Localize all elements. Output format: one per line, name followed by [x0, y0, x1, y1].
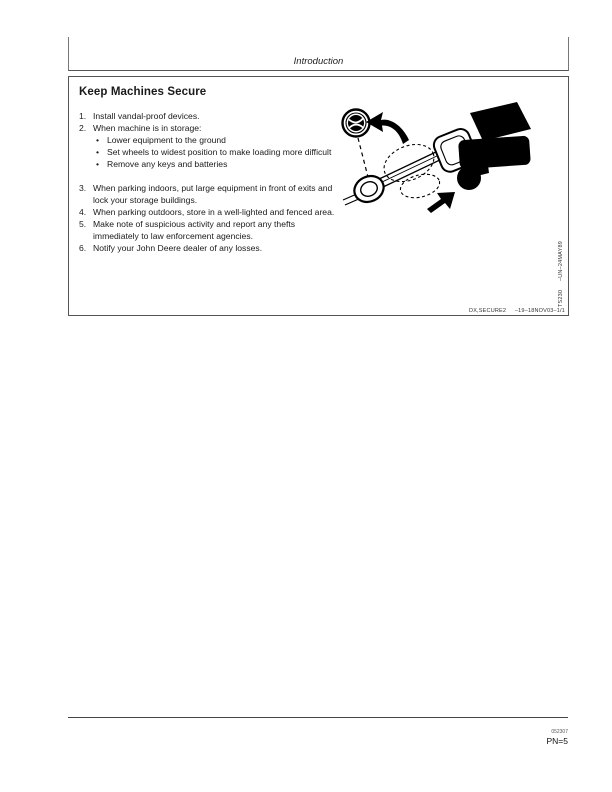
list-item-text: When parking outdoors, store in a well-lighted and fenced area.: [93, 207, 335, 217]
list-item: [79, 206, 335, 218]
bullet-text: Set wheels to widest position to make loading more difficult: [107, 147, 332, 157]
key-removal-illustration: [337, 99, 554, 231]
figure-id-label: [558, 241, 564, 307]
bullet-marker: •: [96, 135, 100, 145]
list-item-text: Install vandal-proof devices.: [93, 111, 200, 121]
list-item-text: Make note of suspicious activity and report any thefts immediately to law enforcement agencies.: [93, 219, 296, 241]
caption-id: DX,SECURE2: [469, 308, 507, 314]
bullet-item: [79, 146, 335, 158]
list-item-text: Notify your John Deere dealer of any losses.: [93, 243, 263, 253]
bullet-marker: •: [96, 159, 100, 169]
list-item: [79, 242, 335, 254]
hand-silhouette: [457, 102, 531, 190]
figure-ref: –UN–24MAY89: [558, 241, 564, 282]
list-item: [79, 218, 335, 242]
list-item-number: 4.: [79, 207, 87, 217]
list-item-number: 1.: [79, 111, 87, 121]
bullet-text: Lower equipment to the ground: [107, 135, 226, 145]
list-item-text: When parking indoors, put large equipment in front of exits and lock your storage buildings.: [93, 183, 333, 205]
list-item: [79, 182, 335, 206]
page-number: PN=5: [546, 736, 568, 746]
figure-id: TS230: [558, 289, 564, 307]
caption-ref: –19–18NOV03–1/1: [514, 308, 565, 314]
bullet-item: [79, 158, 335, 170]
list-item: [79, 122, 335, 134]
page-footer: [547, 729, 569, 746]
footer-rule: [68, 717, 568, 718]
section-box: [68, 76, 569, 316]
dashed-leader-line: [358, 138, 368, 177]
list-item-number: 2.: [79, 123, 87, 133]
list-item-number: 6.: [79, 243, 87, 253]
bullet-text: Remove any keys and batteries: [107, 159, 228, 169]
lock-cylinder: [350, 171, 388, 206]
instruction-list: [79, 110, 335, 254]
list-item-number: 5.: [79, 219, 87, 229]
key-shaft: [377, 151, 442, 188]
curved-arrow-icon: [366, 112, 409, 144]
key-removal-figure: [337, 99, 554, 231]
section-caption: [469, 308, 565, 314]
section-title: Keep Machines Secure: [79, 86, 207, 98]
list-item: [79, 110, 335, 122]
list-item-number: 3.: [79, 183, 87, 193]
ignition-symbol-icon: [343, 110, 370, 137]
bullet-marker: •: [96, 147, 100, 157]
header-title: Introduction: [293, 56, 344, 67]
list-item-text: When machine is in storage:: [93, 123, 202, 133]
bullet-item: [79, 134, 335, 146]
small-arrow-icon: [427, 192, 455, 213]
print-code: 052307: [551, 729, 568, 735]
running-header: [68, 37, 569, 71]
